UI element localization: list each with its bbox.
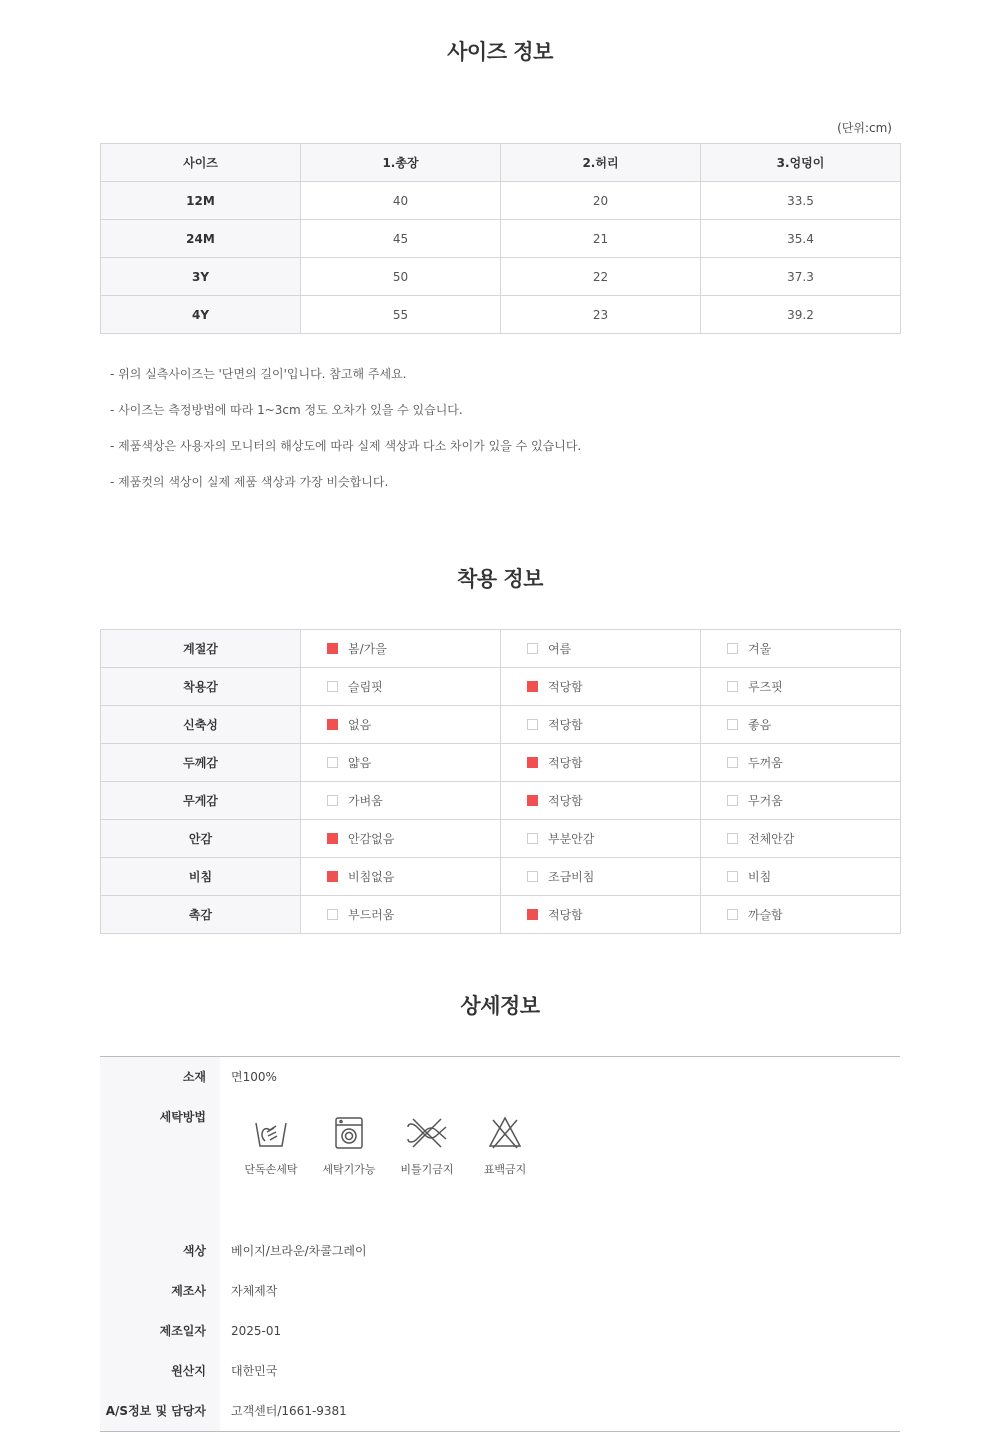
- fit-option: [301, 668, 501, 706]
- table-row: [101, 258, 901, 296]
- fit-option: [301, 782, 501, 820]
- table-row: [101, 668, 901, 706]
- detail-label: 세탁방법: [100, 1097, 220, 1231]
- detail-value: 2025-01: [231, 1324, 282, 1338]
- fit-option-label: 두꺼움: [748, 756, 783, 770]
- length-cell: 40: [301, 182, 501, 220]
- unchecked-box-icon: [327, 681, 338, 692]
- detail-label: 원산지: [100, 1351, 220, 1391]
- unchecked-box-icon: [727, 681, 738, 692]
- detail-row-wash: [100, 1097, 900, 1231]
- detail-label: A/S정보 및 담당자: [100, 1391, 220, 1431]
- no-wring-icon: [405, 1115, 449, 1151]
- size-section-title: 사이즈 정보: [447, 40, 553, 64]
- detail-row-origin: [100, 1351, 900, 1391]
- detail-row-color: [100, 1231, 900, 1271]
- fit-option-label: 적당함: [548, 756, 583, 770]
- fit-option-label: 안감없음: [348, 832, 395, 846]
- unchecked-box-icon: [727, 757, 738, 768]
- detail-value: 고객센터/1661-9381: [231, 1404, 347, 1418]
- fit-option: [701, 630, 901, 668]
- wash-label: 단독손세탁: [244, 1163, 298, 1176]
- unchecked-box-icon: [527, 643, 538, 654]
- length-cell: 55: [301, 296, 501, 334]
- fit-option: [501, 820, 701, 858]
- fit-option: [301, 896, 501, 934]
- fit-option-label: 좋음: [748, 718, 772, 732]
- fit-option: [301, 630, 501, 668]
- length-cell: 50: [301, 258, 501, 296]
- fit-option-label: 없음: [348, 718, 372, 732]
- fit-section-title: 착용 정보: [457, 567, 543, 591]
- header-length: 1.총장: [301, 144, 501, 182]
- size-cell: 3Y: [101, 258, 301, 296]
- fit-option-label: 루즈핏: [748, 680, 783, 694]
- fit-option-label: 부분안감: [548, 832, 595, 846]
- unchecked-box-icon: [327, 795, 338, 806]
- note-line: - 제품색상은 사용자의 모니터의 해상도에 따라 실제 색상과 다소 차이가 있을 수 있습니다.: [110, 439, 582, 453]
- fit-option-label: 비침: [748, 870, 772, 884]
- wash-label: 표백금지: [483, 1163, 527, 1176]
- table-row: [101, 858, 901, 896]
- size-notes: [110, 366, 890, 510]
- size-table: [100, 143, 901, 334]
- fit-option-label: 까슬함: [748, 908, 783, 922]
- fit-option: [701, 896, 901, 934]
- size-cell: 12M: [101, 182, 301, 220]
- unchecked-box-icon: [727, 643, 738, 654]
- fit-option-label: 부드러움: [348, 908, 395, 922]
- fit-option-label: 비침없음: [348, 870, 395, 884]
- fit-option-label: 슬림핏: [348, 680, 383, 694]
- fit-option: [501, 744, 701, 782]
- wash-item: [311, 1115, 387, 1177]
- header-size: 사이즈: [101, 144, 301, 182]
- fit-option: [301, 858, 501, 896]
- detail-value: 면100%: [231, 1070, 277, 1084]
- detail-row-manufacturer: [100, 1271, 900, 1311]
- fit-attribute-label: 안감: [101, 820, 301, 858]
- fit-option-label: 봄/가을: [348, 642, 387, 656]
- fit-option-label: 무거움: [748, 794, 783, 808]
- checked-box-icon: [527, 795, 538, 806]
- fit-option-label: 얇음: [348, 756, 372, 770]
- size-table-header: [101, 144, 901, 182]
- checked-box-icon: [527, 757, 538, 768]
- unchecked-box-icon: [327, 909, 338, 920]
- detail-row-material: [100, 1057, 900, 1097]
- waist-cell: 21: [501, 220, 701, 258]
- table-row: [101, 630, 901, 668]
- table-row: [101, 296, 901, 334]
- fit-option: [701, 668, 901, 706]
- fit-option-label: 전체안감: [748, 832, 795, 846]
- size-cell: 4Y: [101, 296, 301, 334]
- fit-option: [701, 744, 901, 782]
- fit-option: [301, 820, 501, 858]
- wash-item: [467, 1115, 543, 1177]
- fit-option-label: 가벼움: [348, 794, 383, 808]
- header-waist: 2.허리: [501, 144, 701, 182]
- waist-cell: 20: [501, 182, 701, 220]
- unchecked-box-icon: [527, 833, 538, 844]
- table-row: [101, 706, 901, 744]
- wash-label: 비틀기금지: [400, 1163, 454, 1176]
- fit-option-label: 적당함: [548, 718, 583, 732]
- unchecked-box-icon: [327, 757, 338, 768]
- fit-attribute-label: 촉감: [101, 896, 301, 934]
- fit-option: [501, 782, 701, 820]
- checked-box-icon: [327, 871, 338, 882]
- hip-cell: 35.4: [701, 220, 901, 258]
- fit-attribute-label: 두께감: [101, 744, 301, 782]
- checked-box-icon: [327, 719, 338, 730]
- note-line: - 사이즈는 측정방법에 따라 1~3cm 정도 오차가 있을 수 있습니다.: [110, 403, 463, 417]
- unchecked-box-icon: [727, 795, 738, 806]
- detail-section-title: 상세정보: [460, 994, 540, 1018]
- checked-box-icon: [527, 909, 538, 920]
- unchecked-box-icon: [727, 719, 738, 730]
- fit-option-label: 적당함: [548, 680, 583, 694]
- detail-row-as: [100, 1391, 900, 1431]
- fit-attribute-label: 무게감: [101, 782, 301, 820]
- fit-option: [501, 668, 701, 706]
- hip-cell: 37.3: [701, 258, 901, 296]
- detail-value: 대한민국: [231, 1364, 278, 1378]
- unchecked-box-icon: [727, 871, 738, 882]
- fit-option-label: 적당함: [548, 908, 583, 922]
- table-row: [101, 820, 901, 858]
- fit-option: [701, 782, 901, 820]
- no-bleach-icon: [487, 1115, 523, 1151]
- checked-box-icon: [327, 643, 338, 654]
- detail-label: 색상: [100, 1231, 220, 1271]
- hand-wash-icon: [253, 1115, 289, 1151]
- detail-label: 소재: [100, 1057, 220, 1097]
- fit-option: [501, 896, 701, 934]
- wash-item: [233, 1115, 309, 1177]
- detail-value: 자체제작: [231, 1284, 278, 1298]
- unchecked-box-icon: [527, 719, 538, 730]
- fit-attribute-label: 착용감: [101, 668, 301, 706]
- fit-option: [701, 820, 901, 858]
- fit-option-label: 조금비침: [548, 870, 595, 884]
- table-row: [101, 782, 901, 820]
- header-hip: 3.엉덩이: [701, 144, 901, 182]
- unchecked-box-icon: [727, 909, 738, 920]
- fit-option: [701, 858, 901, 896]
- wash-icons-cell: [220, 1097, 900, 1231]
- waist-cell: 23: [501, 296, 701, 334]
- length-cell: 45: [301, 220, 501, 258]
- detail-label: 제조일자: [100, 1311, 220, 1351]
- detail-label: 제조사: [100, 1271, 220, 1311]
- washing-machine-icon: [331, 1115, 367, 1151]
- waist-cell: 22: [501, 258, 701, 296]
- fit-option-label: 적당함: [548, 794, 583, 808]
- fit-attribute-label: 신축성: [101, 706, 301, 744]
- hip-cell: 33.5: [701, 182, 901, 220]
- table-row: [101, 896, 901, 934]
- checked-box-icon: [327, 833, 338, 844]
- detail-row-date: [100, 1311, 900, 1351]
- table-row: [101, 744, 901, 782]
- wash-label: 세탁기가능: [322, 1163, 376, 1176]
- fit-attribute-label: 비침: [101, 858, 301, 896]
- checked-box-icon: [527, 681, 538, 692]
- unchecked-box-icon: [527, 871, 538, 882]
- fit-option-label: 여름: [548, 642, 572, 656]
- fit-option: [501, 706, 701, 744]
- fit-table: [100, 629, 901, 934]
- size-cell: 24M: [101, 220, 301, 258]
- fit-option: [301, 744, 501, 782]
- detail-table: [100, 1056, 900, 1432]
- note-line: - 제품컷의 색상이 실제 제품 색상과 가장 비슷합니다.: [110, 475, 389, 489]
- fit-option: [701, 706, 901, 744]
- fit-option-label: 겨울: [748, 642, 772, 656]
- note-line: - 위의 실측사이즈는 '단면의 길이'입니다. 참고해 주세요.: [110, 367, 407, 381]
- fit-option: [501, 630, 701, 668]
- table-row: [101, 182, 901, 220]
- fit-attribute-label: 계절감: [101, 630, 301, 668]
- table-row: [101, 220, 901, 258]
- hip-cell: 39.2: [701, 296, 901, 334]
- unchecked-box-icon: [727, 833, 738, 844]
- fit-option: [301, 706, 501, 744]
- fit-option: [501, 858, 701, 896]
- unit-label: (단위:cm): [837, 121, 892, 135]
- detail-value: 베이지/브라운/차콜그레이: [231, 1244, 367, 1258]
- wash-item: [389, 1115, 465, 1177]
